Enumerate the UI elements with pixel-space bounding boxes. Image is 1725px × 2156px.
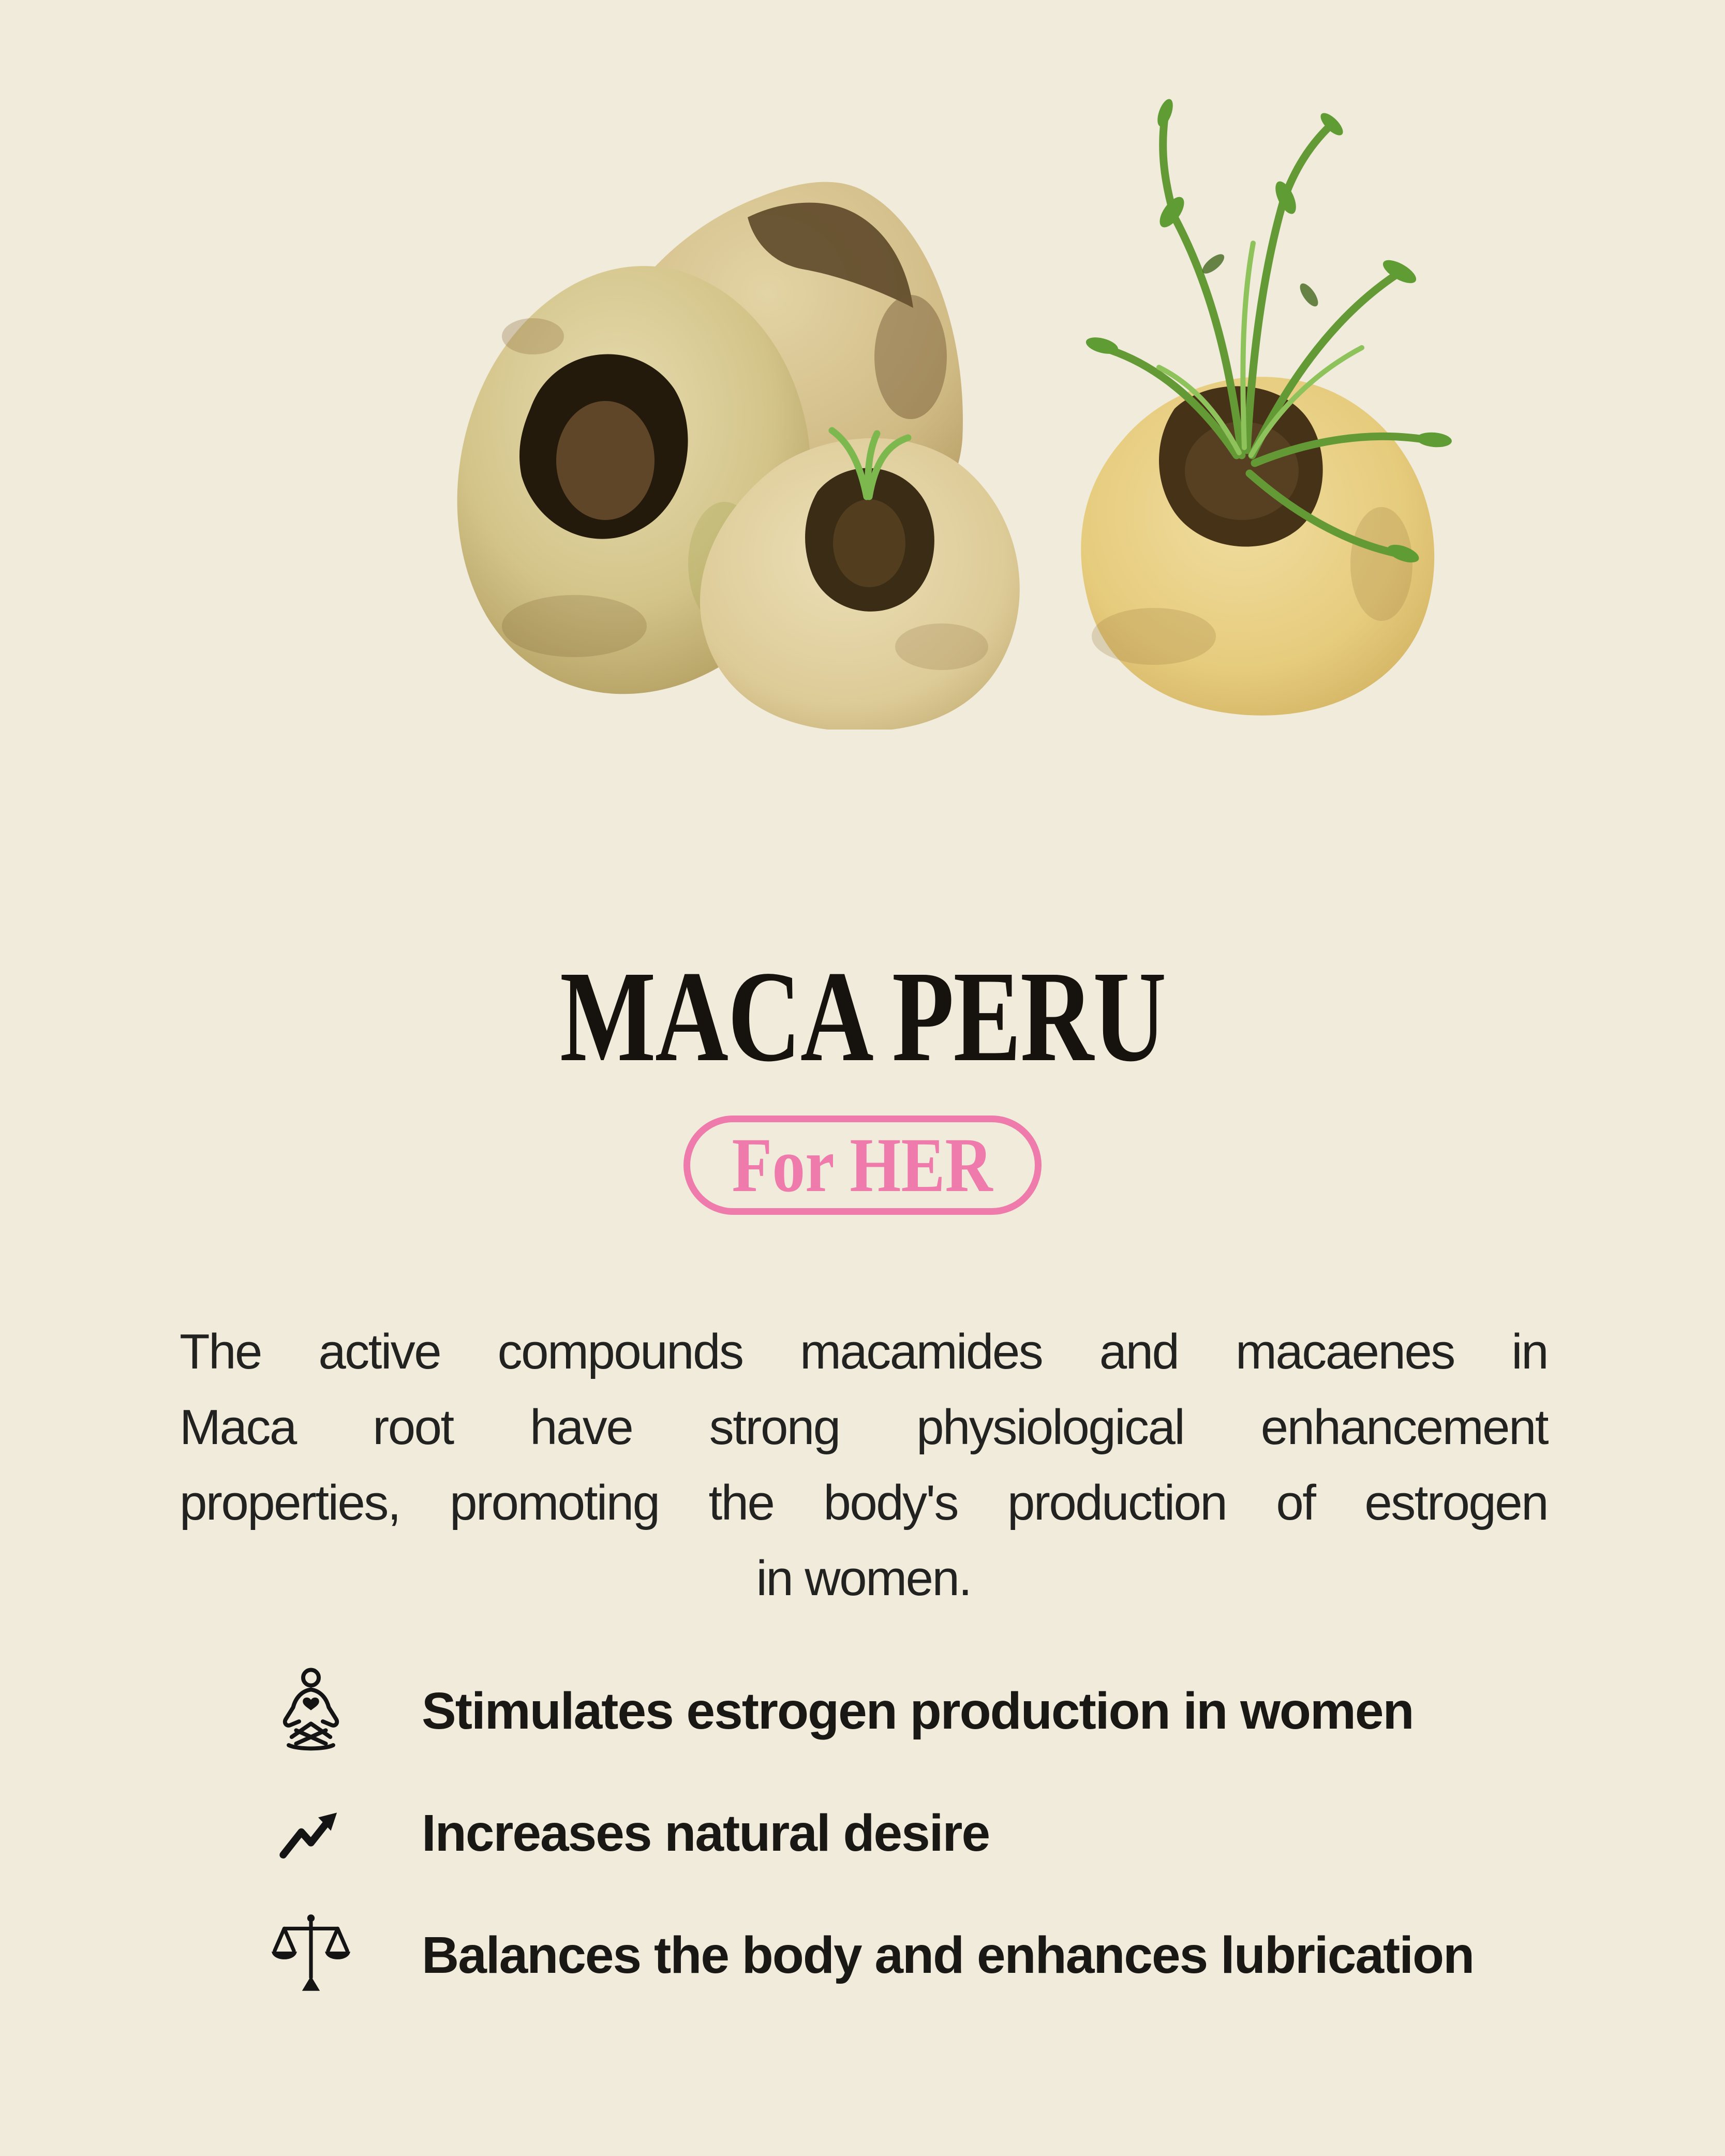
balance-scale-icon: [266, 1911, 355, 2000]
benefit-label: Stimulates estrogen production in women: [422, 1682, 1414, 1740]
paragraph-line: in women.: [756, 1551, 971, 1606]
benefit-item-desire: [266, 1787, 1560, 1879]
page-title: [0, 944, 1725, 1089]
for-her-badge-label: For HER: [732, 1122, 993, 1208]
benefits-list: [266, 1665, 1560, 2001]
benefit-label: Increases natural desire: [422, 1804, 990, 1862]
paragraph-line: The active compounds macamides and macaenes in: [180, 1324, 1548, 1379]
description-paragraph: [180, 1314, 1548, 1616]
maca-roots-illustration: [243, 47, 1506, 730]
page-title-text: MACA PERU: [559, 944, 1166, 1089]
maca-roots-photo: [243, 47, 1506, 730]
benefit-item-balance: [266, 1909, 1560, 2001]
paragraph-line: Maca root have strong physiological enhancement: [180, 1400, 1548, 1455]
benefit-label: Balances the body and enhances lubrication: [422, 1926, 1474, 1984]
trending-up-icon: [266, 1789, 355, 1878]
benefit-item-estrogen: [266, 1665, 1560, 1757]
paragraph-line: properties, promoting the body's production of estrogen: [180, 1475, 1548, 1530]
for-her-badge: [683, 1116, 1042, 1215]
meditation-heart-icon: [266, 1667, 355, 1756]
